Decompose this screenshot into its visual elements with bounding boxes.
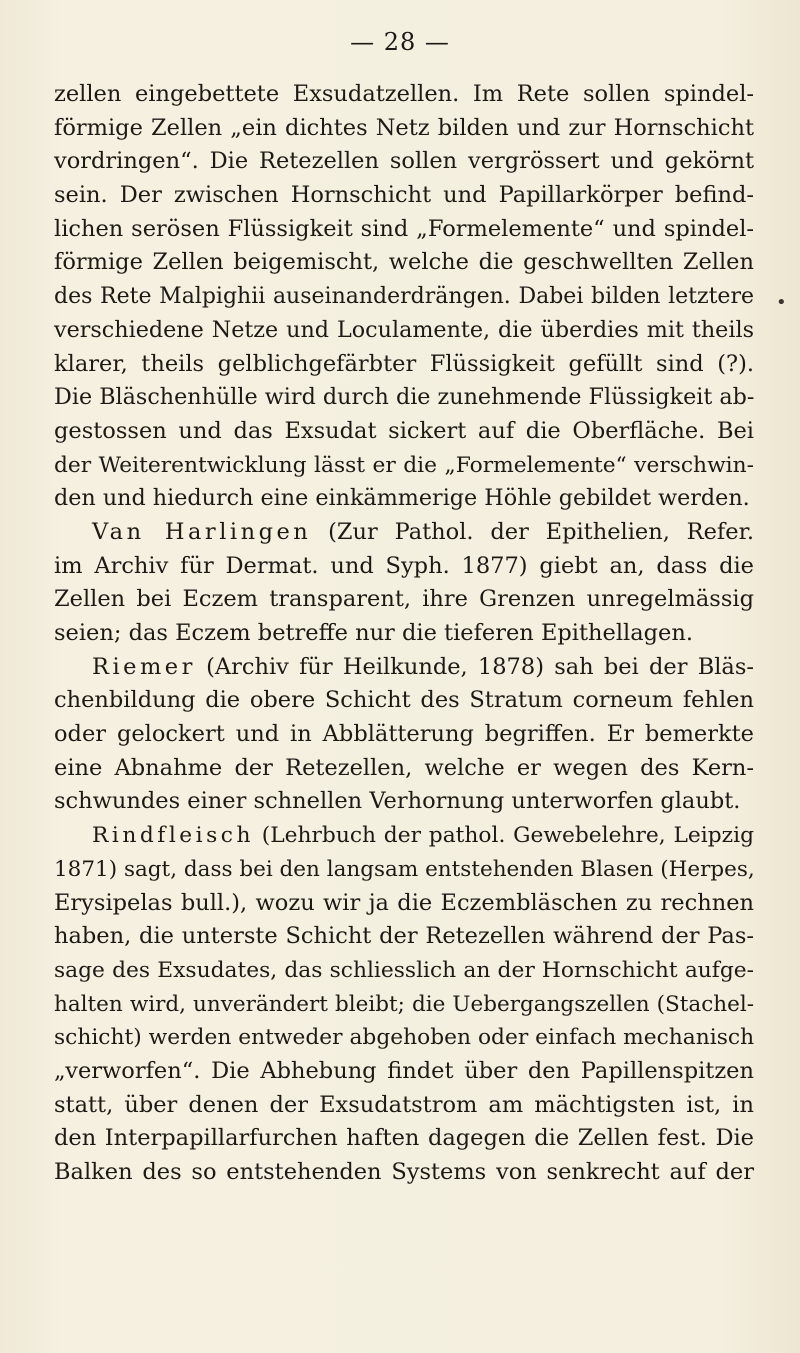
text-line: verschiedene Netze und Loculamente, die überdies mit theils [54,316,754,343]
text-line: den Interpapillarfurchen haften dagegen die Zellen fest. Die [54,1125,754,1152]
text-line: den und hiedurch eine einkämmerige Höhle gebildet werden. [54,485,750,512]
text-line: der Weiterentwicklung lässt er die „Formelemente“ verschwin- [54,452,754,478]
text-run: (Zur Pathol. der Epithelien, Refer. [311,518,755,545]
text-line: Balken des so entstehenden Systems von senkrecht auf der [54,1159,754,1185]
text-line: des Rete Malpighii auseinanderdrängen. Dabei bilden letztere [54,284,754,310]
text-line: chenbildung die obere Schicht des Stratum corneum fehlen [54,687,754,714]
text-line: 1871) sagt, dass bei den langsam entstehenden Blasen (Herpes, [54,856,755,882]
text-line: lichen serösen Flüssigkeit sind „Formelemente“ und spindel- [54,215,754,242]
text-line: zellen eingebettete Exsudatzellen. Im Rete sollen spindel- [54,81,754,107]
text-line: klarer, theils gelblichgefärbter Flüssigkeit gefüllt sind (?). [54,350,754,377]
text-line: haben, die unterste Schicht der Retezellen während der Pas- [54,923,754,950]
page-number: — 28 — [350,28,450,56]
text-line: im Archiv für Dermat. und Syph. 1877) giebt an, dass die [54,552,754,579]
text-line: statt, über denen der Exsudatstrom am mächtigsten ist, in [54,1091,754,1118]
paragraph-first-line [54,819,754,853]
text-line: seien; das Eczem betreffe nur die tieferen Epithellagen. [54,620,693,646]
text-line: Die Bläschenhülle wird durch die zunehmende Flüssigkeit ab- [54,384,755,411]
body-text [54,78,754,1190]
text-line: Zellen bei Eczem transparent, ihre Grenzen unregelmässig [54,586,754,613]
text-run: (Lehrbuch der pathol. Gewebelehre, Leipzig [253,823,754,849]
text-line: förmige Zellen beigemischt, welche die geschwellten Zellen [54,249,754,276]
text-line: vordringen“. Die Retezellen sollen vergrössert und gekörnt [54,148,754,175]
margin-mark: • [776,292,787,313]
text-line: „verworfen“. Die Abhebung findet über den Papillenspitzen [54,1057,754,1084]
text-line: Erysipelas bull.), wozu wir ja die Eczembläschen zu rechnen [54,889,754,916]
text-line: halten wird, unverändert bleibt; die Uebergangszellen (Stachel- [54,991,754,1017]
text-line: oder gelockert und in Abblätterung begriffen. Er bemerkte [54,721,754,748]
text-line: schicht) werden entweder abgehoben oder einfach mechanisch [54,1025,755,1051]
paragraph-first-line [54,516,754,550]
text-line: eine Abnahme der Retezellen, welche er wegen des Kern- [54,754,754,781]
text-line: sein. Der zwischen Hornschicht und Papillarkörper befind- [54,182,754,209]
paragraph-first-line [54,651,754,685]
author-name: Riemer [92,653,196,680]
author-name: Van Harlingen [92,518,312,545]
text-line: förmige Zellen „ein dichtes Netz bilden und zur Hornschicht [54,114,754,141]
text-line: sage des Exsudates, das schliesslich an der Hornschicht aufge- [54,957,754,983]
text-line: gestossen und das Exsudat sickert auf die Oberfläche. Bei [54,417,754,444]
author-name: Rindfleisch [92,823,254,849]
text-line: schwundes einer schnellen Verhornung unterworfen glaubt. [54,788,741,815]
text-run: (Archiv für Heilkunde, 1878) sah bei der Bläs- [195,653,754,680]
